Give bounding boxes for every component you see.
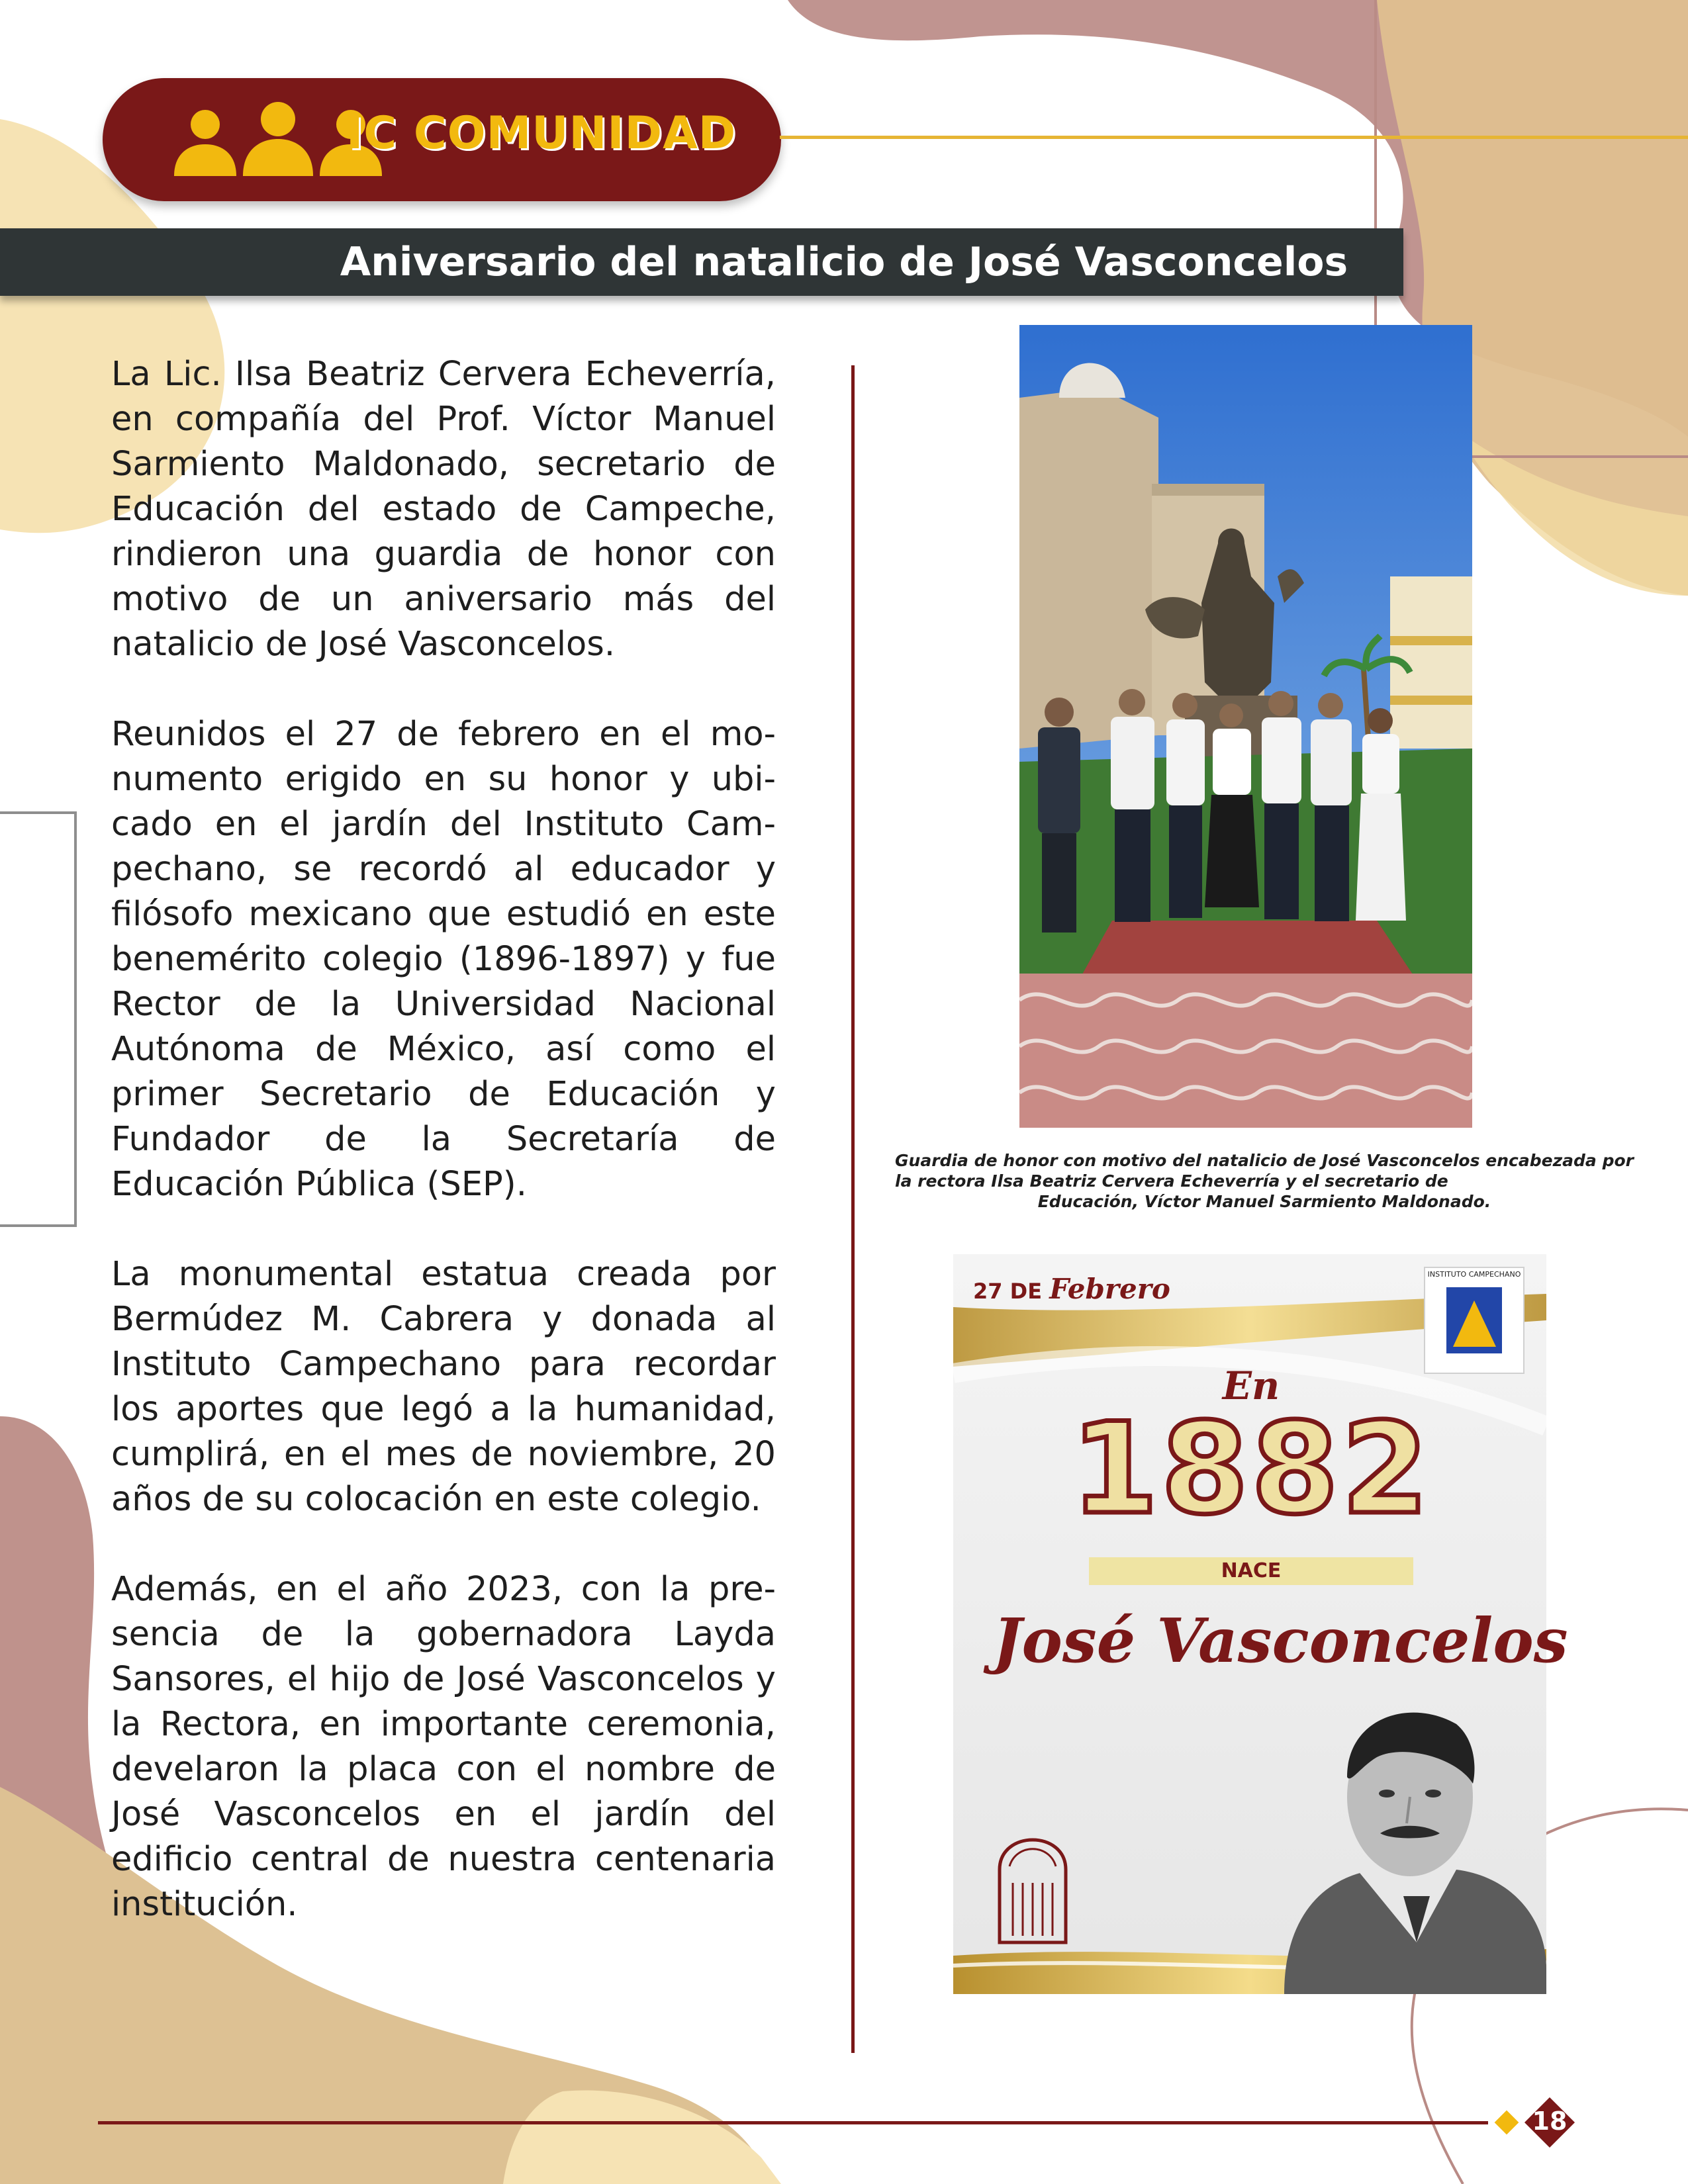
- article-body: [111, 352, 776, 1972]
- section-header-pill: [103, 78, 781, 201]
- page-number: 18: [1532, 2107, 1568, 2136]
- ceremony-photo: [1019, 325, 1472, 1128]
- footer-line: [98, 2121, 1488, 2124]
- article-paragraph-4: Además, en el año 2023, con la presencia de la gobernadora Layda Sansores, el hijo de José Vasconcelos y la Rectora, en importante ceremonia, develaron la placa con el nombre de José Vasconcelos en el jardín del edificio central de nuestra centenaria institución.: [111, 1570, 776, 1924]
- title-band: [0, 228, 1403, 296]
- poster-name: José Vasconcelos: [993, 1605, 1568, 1676]
- anniversary-poster: [953, 1254, 1568, 1994]
- header-gold-line: [780, 136, 1688, 139]
- section-label: IC COMUNIDAD: [346, 107, 737, 159]
- article-paragraph-1: La Lic. Ilsa Beatriz Cervera Echeverría, en compañía del Prof. Víctor Manuel Sarmiento Maldonado, secretario de Educación del estado de Campeche, rindieron una guardia de honor con motivo de un aniversario más del natalicio de José Vasconcelos.: [111, 355, 776, 664]
- poster-en: En: [1222, 1363, 1280, 1408]
- photo-caption: [895, 1150, 1634, 1212]
- poster-date-prefix: 27 DE: [973, 1279, 1043, 1304]
- article-paragraph-3: La monumental estatua creada por Bermúdez M. Cabrera y donada al Instituto Campechano para recordar los aportes que legó a la humanidad, cumplirá, en el mes de noviembre, 20 años de su colocación en este colegio.: [111, 1255, 776, 1519]
- article-paragraph-2: Reunidos el 27 de febrero en el monumento erigido en su honor y ubicado en el jardín del Instituto Campechano, se recordó al educador y filósofo mexicano que estudió en este benemérito colegio (1896-1897) y fue Rector de la Universidad Nacional Autónoma de México, así como el primer Secretario de Educación y Fundador de la Secretaría de Educación Pública (SEP).: [111, 715, 776, 1204]
- photo-caption-main: Guardia de honor con motivo del natalicio de José Vasconcelos encabezada por la rectora Ilsa Beatriz Cervera Echeverría y el secretario de: [895, 1151, 1634, 1191]
- poster-date-month: Febrero: [1049, 1273, 1170, 1305]
- side-bracket-decoration: [0, 811, 77, 1227]
- poster-year: 1882: [1070, 1396, 1432, 1542]
- photo-caption-last-line: Educación, Víctor Manuel Sarmiento Maldonado.: [1037, 1192, 1491, 1211]
- poster-nace: NACE: [1221, 1559, 1282, 1582]
- column-divider: [851, 365, 855, 2053]
- article-title: Aniversario del natalicio de José Vasconcelos: [340, 239, 1348, 285]
- seal-label: INSTITUTO CAMPECHANO: [1427, 1270, 1521, 1279]
